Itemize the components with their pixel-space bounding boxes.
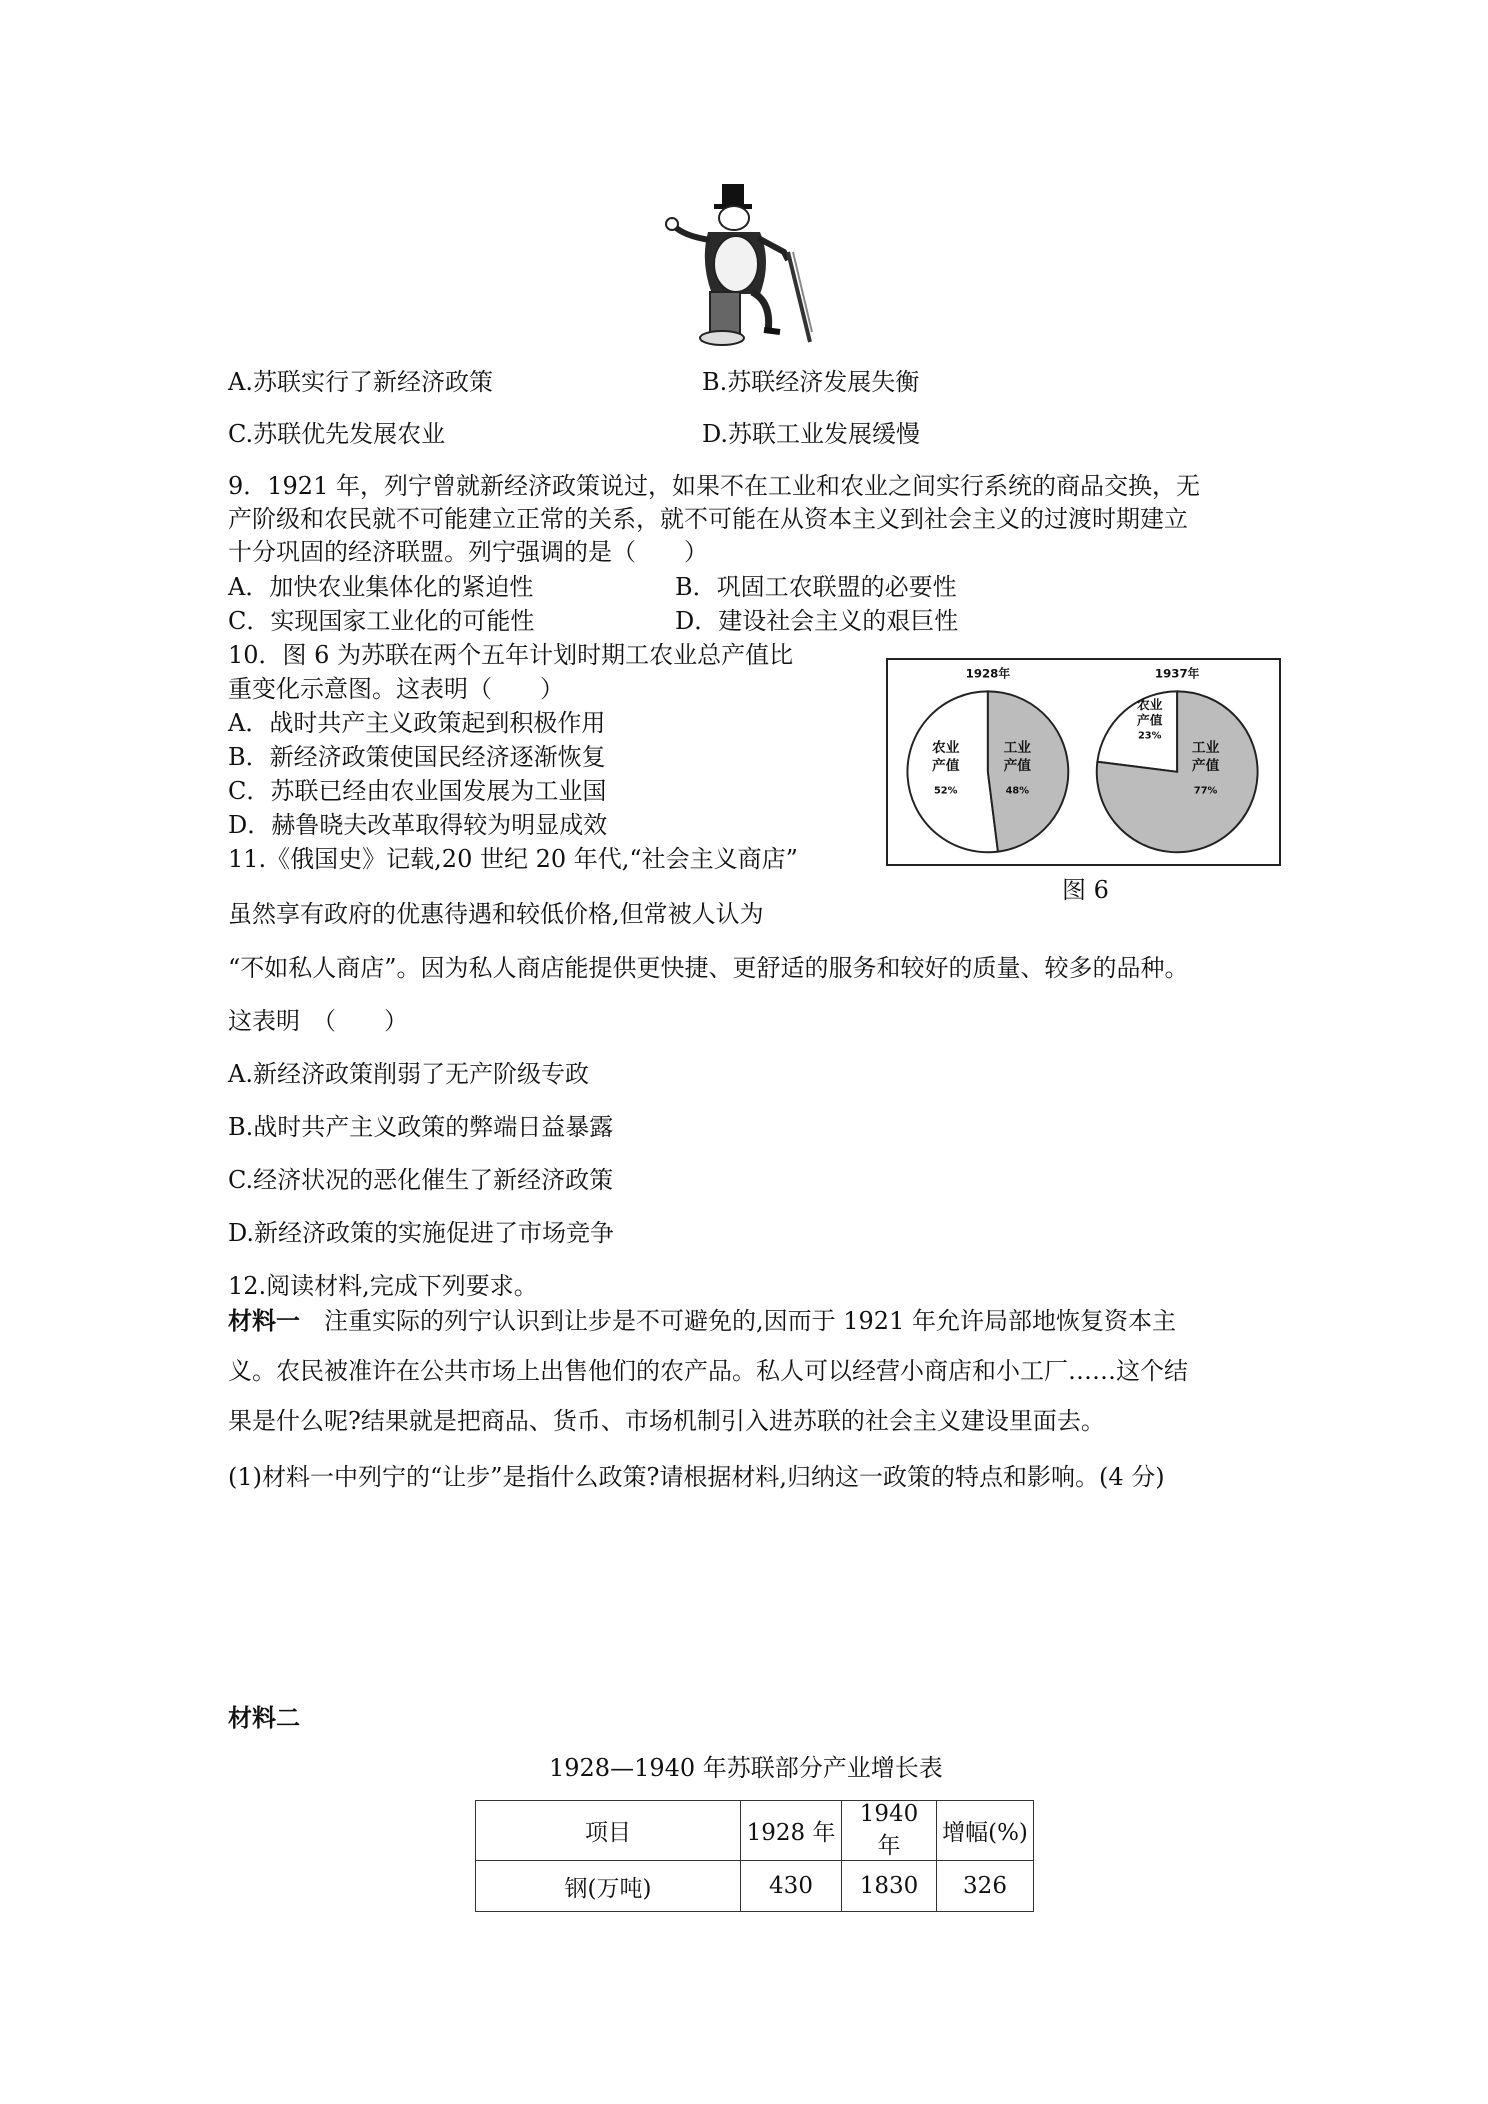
- table-cell: 钢(万吨): [476, 1861, 741, 1912]
- pie1-ind-label-line2: 产值: [1003, 757, 1032, 774]
- pie1-ind-label-line1: 工业: [1003, 740, 1032, 757]
- table-title: 1928—1940 年苏联部分产业增长表: [549, 1754, 943, 1782]
- q10-option-a: A．战时共产主义政策起到积极作用: [228, 709, 606, 737]
- table-header-cell: 1928 年: [741, 1801, 842, 1861]
- q12-stem: 12.阅读材料,完成下列要求。: [228, 1272, 538, 1300]
- q10-stem-line1: 10．图 6 为苏联在两个五年计划时期工农业总产值比: [228, 641, 794, 669]
- table-cell: 430: [741, 1861, 842, 1912]
- q12-material1-line1: [228, 1305, 1176, 1337]
- q11-stem-line2: 虽然享有政府的优惠待遇和较低价格,但常被人认为: [228, 900, 764, 928]
- pie2-agri-label-line2: 产值: [1136, 713, 1163, 729]
- pie2-agri-label-line1: 农业: [1136, 698, 1163, 714]
- pie1-agri-label-line2: 产值: [931, 757, 960, 774]
- q10-stem-line2: 重变化示意图。这表明（ ）: [228, 675, 564, 703]
- table-cell: 1830: [842, 1861, 937, 1912]
- pie-chart-svg: [888, 660, 1279, 864]
- table-row: [476, 1861, 1034, 1912]
- pie2-title: 1937年: [1154, 666, 1200, 681]
- q12-material1-line2: 义。农民被准许在公共市场上出售他们的农产品。私人可以经营小商店和小工厂……这个结: [228, 1357, 1188, 1385]
- pie2-agri-value: 23%: [1137, 730, 1162, 742]
- q9-stem-line1: 9．1921 年，列宁曾就新经济政策说过，如果不在工业和农业之间实行系统的商品交换，无: [228, 472, 1200, 500]
- q12-question1: (1)材料一中列宁的“让步”是指什么政策?请根据材料,归纳这一政策的特点和影响。(4 分): [228, 1463, 1165, 1491]
- q12-material1-line3: 果是什么呢?结果就是把商品、货币、市场机制引入进苏联的社会主义建设里面去。: [228, 1407, 1105, 1435]
- pie1-title: 1928年: [965, 666, 1011, 681]
- material2-title: 材料二: [228, 1703, 300, 1732]
- q8-option-b: B.苏联经济发展失衡: [702, 368, 920, 396]
- table-cell: 326: [937, 1861, 1034, 1912]
- material1-title: 材料一: [228, 1306, 300, 1335]
- pie1-agri-value: 52%: [933, 785, 958, 797]
- q9-option-d: D．建设社会主义的艰巨性: [675, 607, 959, 635]
- table-header-cell: 1940 年: [842, 1801, 937, 1861]
- q9-option-a: A．加快农业集体化的紧迫性: [228, 573, 534, 601]
- pie1-ind-value: 48%: [1005, 785, 1030, 797]
- q8-option-d: D.苏联工业发展缓慢: [702, 420, 921, 448]
- q9-option-c: C．实现国家工业化的可能性: [228, 607, 535, 635]
- q9-stem-line2: 产阶级和农民就不可能建立正常的关系，就不可能在从资本主义到社会主义的过渡时期建立: [228, 505, 1188, 533]
- material1-text-line1: 注重实际的列宁认识到让步是不可避免的,因而于 1921 年允许局部地恢复资本主: [300, 1307, 1176, 1335]
- q11-stem-line1: 11.《俄国史》记载,20 世纪 20 年代,“社会主义商店”: [228, 845, 798, 873]
- q11-option-b: B.战时共产主义政策的弊端日益暴露: [228, 1113, 614, 1141]
- q10-option-c: C．苏联已经由农业国发展为工业国: [228, 777, 607, 805]
- q11-stem-line4: 这表明 （ ）: [228, 1007, 408, 1035]
- q9-stem-line3: 十分巩固的经济联盟。列宁强调的是（ ）: [228, 538, 708, 566]
- q11-stem-line3: “不如私人商店”。因为私人商店能提供更快捷、更舒适的服务和较好的质量、较多的品种。: [228, 954, 1189, 982]
- figure-caption: 图 6: [1062, 876, 1109, 904]
- pie2-ind-label-line1: 工业: [1191, 740, 1220, 757]
- industry-growth-table: [475, 1800, 1034, 1912]
- table-header-row: [476, 1801, 1034, 1861]
- table-header-cell: 项目: [476, 1801, 741, 1861]
- q11-option-d: D.新经济政策的实施促进了市场竞争: [228, 1219, 615, 1247]
- q10-option-b: B．新经济政策使国民经济逐渐恢复: [228, 743, 606, 771]
- q9-option-b: B．巩固工农联盟的必要性: [675, 573, 957, 601]
- cartoon-illustration: [660, 182, 830, 347]
- q11-option-a: A.新经济政策削弱了无产阶级专政: [228, 1060, 589, 1088]
- pie2-ind-label-line2: 产值: [1191, 757, 1220, 774]
- q8-option-c: C.苏联优先发展农业: [228, 420, 446, 448]
- pie2-ind-value: 77%: [1193, 785, 1218, 797]
- table-header-cell: 增幅(%): [937, 1801, 1034, 1861]
- q10-option-d: D．赫鲁晓夫改革取得较为明显成效: [228, 811, 608, 839]
- q11-option-c: C.经济状况的恶化催生了新经济政策: [228, 1166, 614, 1194]
- pie-chart-figure: [886, 658, 1281, 866]
- q8-option-a: A.苏联实行了新经济政策: [228, 368, 493, 396]
- pie1-agri-label-line1: 农业: [931, 740, 960, 757]
